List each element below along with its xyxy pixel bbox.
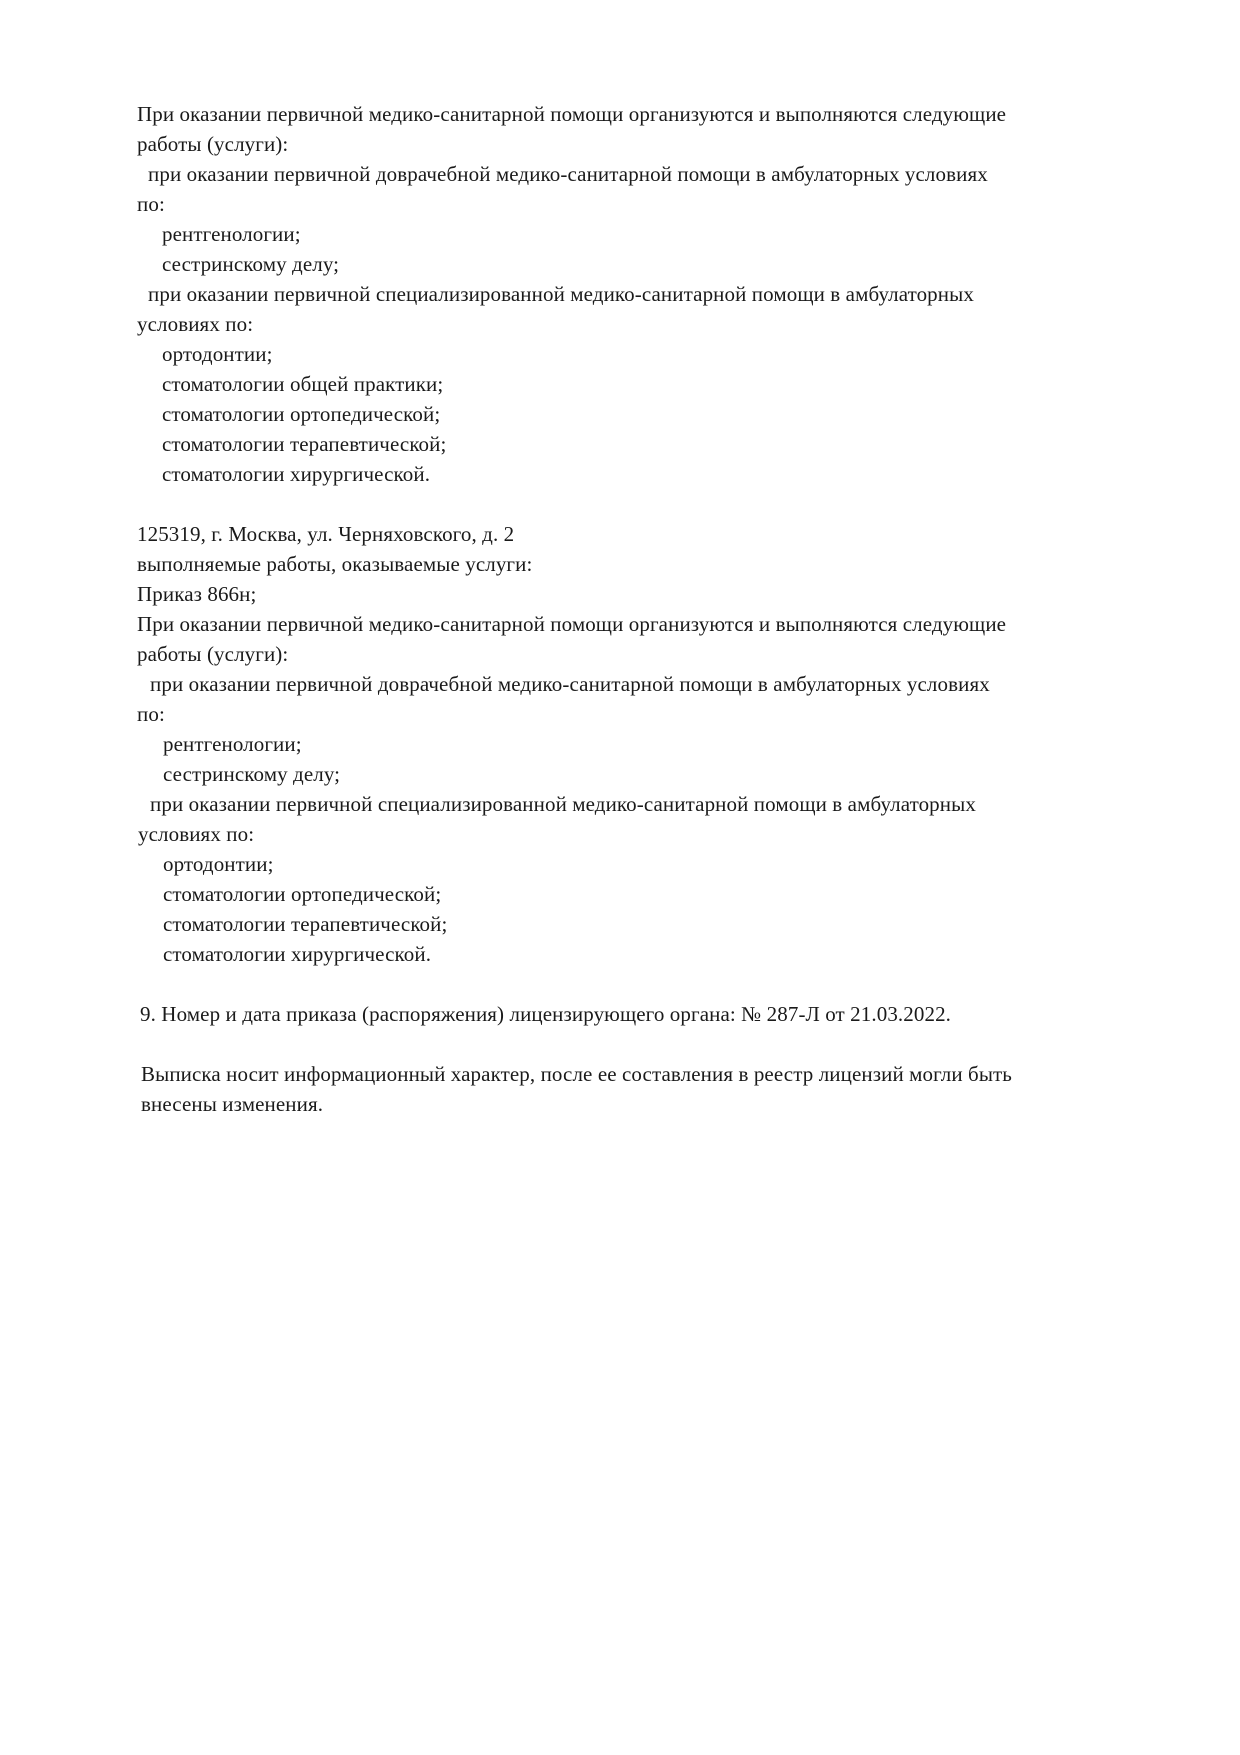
section1-prehospital-line1: при оказании первичной доврачебной медико-санитарной помощи в амбулаторных условиях [148,162,988,186]
disclaimer-line2: внесены изменения. [141,1092,324,1116]
section1-specialized-item: стоматологии терапевтической; [162,432,447,456]
section2-prehospital-item: сестринскому делу; [163,762,341,786]
section2-specialized-item: стоматологии ортопедической; [163,882,442,906]
section1-specialized-item: ортодонтии; [162,342,273,366]
section2-works-label: выполняемые работы, оказываемые услуги: [137,552,533,576]
section2-intro-line2: работы (услуги): [137,642,289,666]
section1-prehospital-line2: по: [137,192,165,216]
section2-specialized-line1: при оказании первичной специализированной медико-санитарной помощи в амбулаторных [150,792,976,816]
section1-specialized-item: стоматологии общей практики; [162,372,444,396]
disclaimer-line1: Выписка носит информационный характер, после ее составления в реестр лицензий могли быть [141,1062,1012,1086]
section2-specialized-item: стоматологии хирургической. [163,942,432,966]
section1-intro-line2: работы (услуги): [137,132,289,156]
section1-prehospital-item: сестринскому делу; [162,252,340,276]
section2-specialized-item: стоматологии терапевтической; [163,912,448,936]
section1-intro-line1: При оказании первичной медико-санитарной помощи организуются и выполняются следующие [137,102,1007,126]
section1-specialized-line1: при оказании первичной специализированной медико-санитарной помощи в амбулаторных [148,282,974,306]
section2-order: Приказ 866н; [137,582,257,606]
section1-specialized-item: стоматологии хирургической. [162,462,431,486]
section1-specialized-item: стоматологии ортопедической; [162,402,441,426]
section2-specialized-item: ортодонтии; [163,852,274,876]
license-order-number-date: 9. Номер и дата приказа (распоряжения) лицензирующего органа: № 287-Л от 21.03.2022. [140,1002,952,1026]
section2-prehospital-line1: при оказании первичной доврачебной медико-санитарной помощи в амбулаторных условиях [150,672,990,696]
section2-prehospital-line2: по: [137,702,165,726]
section2-specialized-line2: условиях по: [138,822,255,846]
section1-specialized-line2: условиях по: [137,312,254,336]
section2-prehospital-item: рентгенологии; [163,732,302,756]
section2-address: 125319, г. Москва, ул. Черняховского, д. 2 [137,522,515,546]
section2-intro-line1: При оказании первичной медико-санитарной помощи организуются и выполняются следующие [137,612,1007,636]
section1-prehospital-item: рентгенологии; [162,222,301,246]
